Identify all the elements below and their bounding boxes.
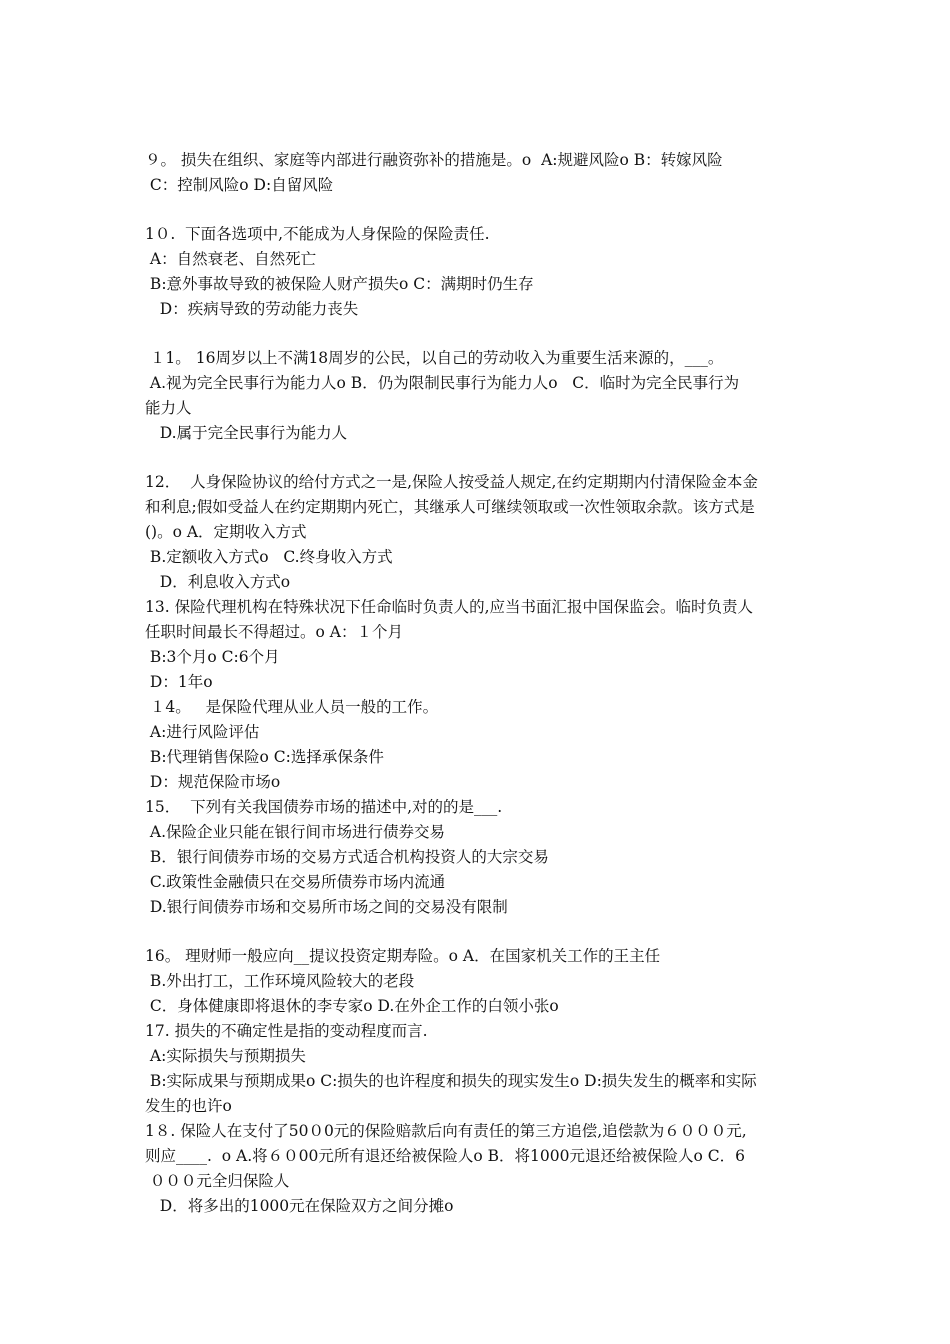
question-line: B:意外事故导致的被保险人财产损失ο C：满期时仍生存 [145, 275, 534, 293]
question-9 [145, 148, 815, 198]
question-14 [145, 695, 815, 795]
question-line: 16。 理财师一般应向__提议投资定期寿险。ο A．在国家机关工作的王主任 [145, 947, 661, 965]
question-line: A：自然衰老、自然死亡 [145, 250, 317, 268]
question-line: C.政策性金融债只在交易所债券市场内流通 [145, 873, 446, 891]
question-line: D.银行间债券市场和交易所市场之间的交易没有限制 [145, 898, 508, 916]
question-line: B:3个月ο C:6个月 [145, 648, 280, 666]
question-line: D．将多出的1000元在保险双方之间分摊ο [145, 1197, 454, 1215]
question-line: B:实际成果与预期成果ο C:损失的也许程度和损失的现实发生ο D:损失发生的概率和实际 [145, 1072, 757, 1090]
question-line: B.定额收入方式ο C.终身收入方式 [145, 548, 393, 566]
question-line: ０００元全归保险人 [145, 1172, 290, 1190]
question-10 [145, 222, 815, 322]
question-12 [145, 470, 815, 595]
question-line: D.属于完全民事行为能力人 [145, 424, 348, 442]
question-line: C：控制风险ο D:自留风险 [145, 176, 334, 194]
question-line: A:实际损失与预期损失 [145, 1047, 306, 1065]
question-line: 和利息;假如受益人在约定期期内死亡，其继承人可继续领取或一次性领取余款。该方式是 [145, 498, 755, 516]
question-line: ９。 损失在组织、家庭等内部进行融资弥补的措施是。ο A:规避风险ο B：转嫁风险 [145, 151, 723, 169]
question-line: A.视为完全民事行为能力人ο B．仍为限制民事行为能力人ο C．临时为完全民事行为 [145, 374, 740, 392]
question-line: D：1年ο [145, 673, 213, 691]
question-17 [145, 1019, 815, 1119]
question-line: B.外出打工，工作环境风险较大的老段 [145, 972, 415, 990]
question-18 [145, 1119, 815, 1219]
question-line: A:进行风险评估 [145, 723, 260, 741]
question-15 [145, 795, 815, 920]
question-line: 1８. 保险人在支付了50０0元的保险赔款后向有责任的第三方追偿,追偿款为６０００元, [145, 1122, 747, 1140]
question-line: 12． 人身保险协议的给付方式之一是,保险人按受益人规定,在约定期期内付清保险金本金 [145, 473, 758, 491]
question-line: 13. 保险代理机构在特殊状况下任命临时负责人的,应当书面汇报中国保监会。临时负责人 [145, 598, 754, 616]
question-line: 17. 损失的不确定性是指的变动程度而言. [145, 1022, 428, 1040]
question-line: 则应____. ο A.将６０00元所有退还给被保险人ο B．将1000元退还给被保险人ο C．6 [145, 1147, 745, 1165]
question-line: D．利息收入方式ο [145, 573, 291, 591]
question-line: A.保险企业只能在银行间市场进行债券交易 [145, 823, 446, 841]
question-line: B:代理销售保险ο C:选择承保条件 [145, 748, 384, 766]
question-line: D：规范保险市场ο [145, 773, 281, 791]
question-line: 15． 下列有关我国债券市场的描述中,对的的是___. [145, 798, 503, 816]
question-line: 任职时间最长不得超过。ο A：１个月 [145, 623, 403, 641]
question-line: １4。 是保险代理从业人员一般的工作。 [145, 698, 439, 716]
question-line: １1。 16周岁以上不满18周岁的公民，以自己的劳动收入为重要生活来源的，___。 [145, 349, 724, 367]
question-11 [145, 346, 815, 446]
question-line: 能力人 [145, 399, 192, 417]
question-line: C．身体健康即将退休的李专家ο D.在外企工作的白领小张ο [145, 997, 559, 1015]
question-line: B．银行间债券市场的交易方式适合机构投资人的大宗交易 [145, 848, 549, 866]
question-line: 发生的也许ο [145, 1097, 232, 1115]
question-line: ()。ο A．定期收入方式 [145, 523, 307, 541]
question-16 [145, 944, 815, 1019]
question-13 [145, 595, 815, 695]
question-line: 1０. 下面各选项中,不能成为人身保险的保险责任. [145, 225, 490, 243]
question-line: D：疾病导致的劳动能力丧失 [145, 300, 359, 318]
question-list [145, 148, 815, 1219]
